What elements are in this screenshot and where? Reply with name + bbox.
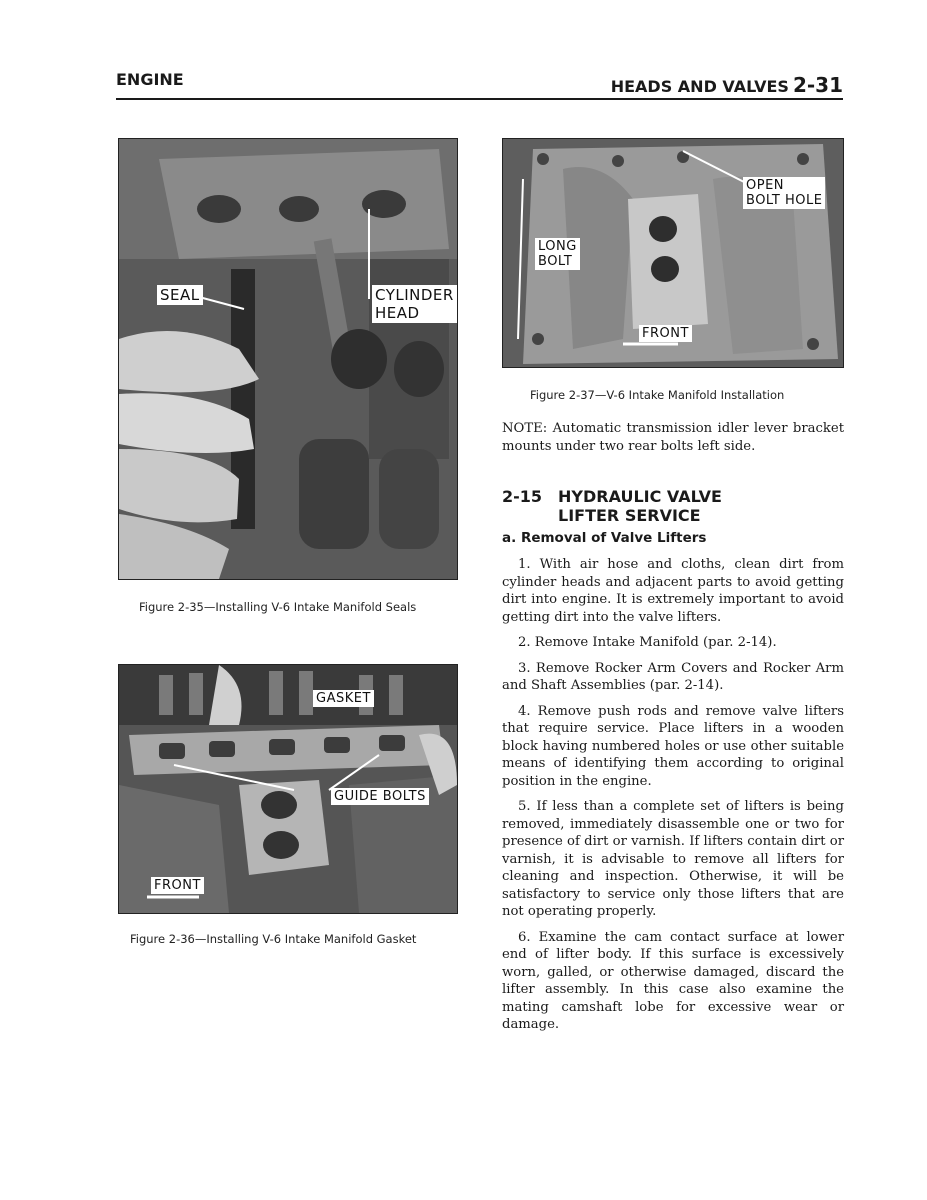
- figure-2-37-photo: [502, 138, 844, 368]
- step-6: 6. Examine the cam contact surface at lower end of lifter body. If this surface is excessively worn, galled, or otherwise damaged, discard the lifter assembly. In this case also examine the mating camshaft lobe for excessive wear or damage.: [502, 929, 844, 1032]
- running-header-right: [611, 73, 843, 97]
- running-header-left: ENGINE: [116, 70, 184, 89]
- gasket-label: GASKET: [313, 690, 374, 707]
- section-number: 2-15: [502, 487, 543, 506]
- front-label-fig37: FRONT: [639, 325, 692, 342]
- open-bolt-hole-label-line1: OPEN: [746, 178, 785, 193]
- note-paragraph: NOTE: Automatic transmission idler lever bracket mounts under two rear bolts left side.: [502, 421, 844, 454]
- figure-2-36-photo: [118, 664, 458, 914]
- section-title-line2: LIFTER SERVICE: [558, 506, 701, 525]
- figure-2-36-caption: Figure 2-36—Installing V-6 Intake Manifold Gasket: [130, 932, 417, 946]
- figure-2-35-caption: Figure 2-35—Installing V-6 Intake Manifold Seals: [139, 600, 417, 614]
- step-2: 2. Remove Intake Manifold (par. 2-14).: [518, 635, 777, 650]
- guide-bolts-label: GUIDE BOLTS: [331, 788, 429, 805]
- step-4: 4. Remove push rods and remove valve lifters that require service. Place lifters in a wooden block having numbered holes or use other suitable means of identifying them according to original position in the engine.: [502, 703, 844, 789]
- open-bolt-hole-label-line2: BOLT HOLE: [746, 193, 823, 208]
- steps-list: [502, 556, 844, 1042]
- cylinder-head-label: [372, 285, 457, 323]
- step-3: 3. Remove Rocker Arm Covers and Rocker Arm and Shaft Assemblies (par. 2-14).: [502, 660, 844, 693]
- step-5: 5. If less than a complete set of lifters is being removed, immediately disassemble one or two for presence of dirt or varnish. If lifters contain dirt or varnish, it is advisable to remove all lifters for cleaning and inspection. Otherwise, it will be satisfactory to service only those lifters that are not operating properly.: [502, 799, 844, 919]
- open-bolt-hole-label: [743, 177, 825, 209]
- section-title-line1: HYDRAULIC VALVE: [558, 487, 722, 506]
- cylinder-head-label-line1: CYLINDER: [375, 286, 454, 304]
- step-1: 1. With air hose and cloths, clean dirt from cylinder heads and adjacent parts to avoid getting dirt into engine. It is extremely important to avoid getting dirt into the valve lifters.: [502, 557, 844, 625]
- cylinder-head-label-line2: HEAD: [375, 304, 420, 322]
- section-heading: [502, 487, 722, 525]
- page-number: 2-31: [792, 73, 843, 97]
- long-bolt-label: [535, 238, 580, 270]
- header-rule: [116, 98, 843, 100]
- seal-label: SEAL: [157, 285, 203, 305]
- subsection-heading: a. Removal of Valve Lifters: [502, 530, 707, 546]
- figure-2-37-caption: Figure 2-37—V-6 Intake Manifold Installation: [530, 388, 785, 402]
- figure-2-35-photo: [118, 138, 458, 580]
- running-header-title: HEADS AND VALVES: [610, 77, 789, 96]
- front-label: FRONT: [151, 877, 204, 894]
- long-bolt-label-line1: LONG: [538, 239, 577, 254]
- long-bolt-label-line2: BOLT: [538, 254, 573, 269]
